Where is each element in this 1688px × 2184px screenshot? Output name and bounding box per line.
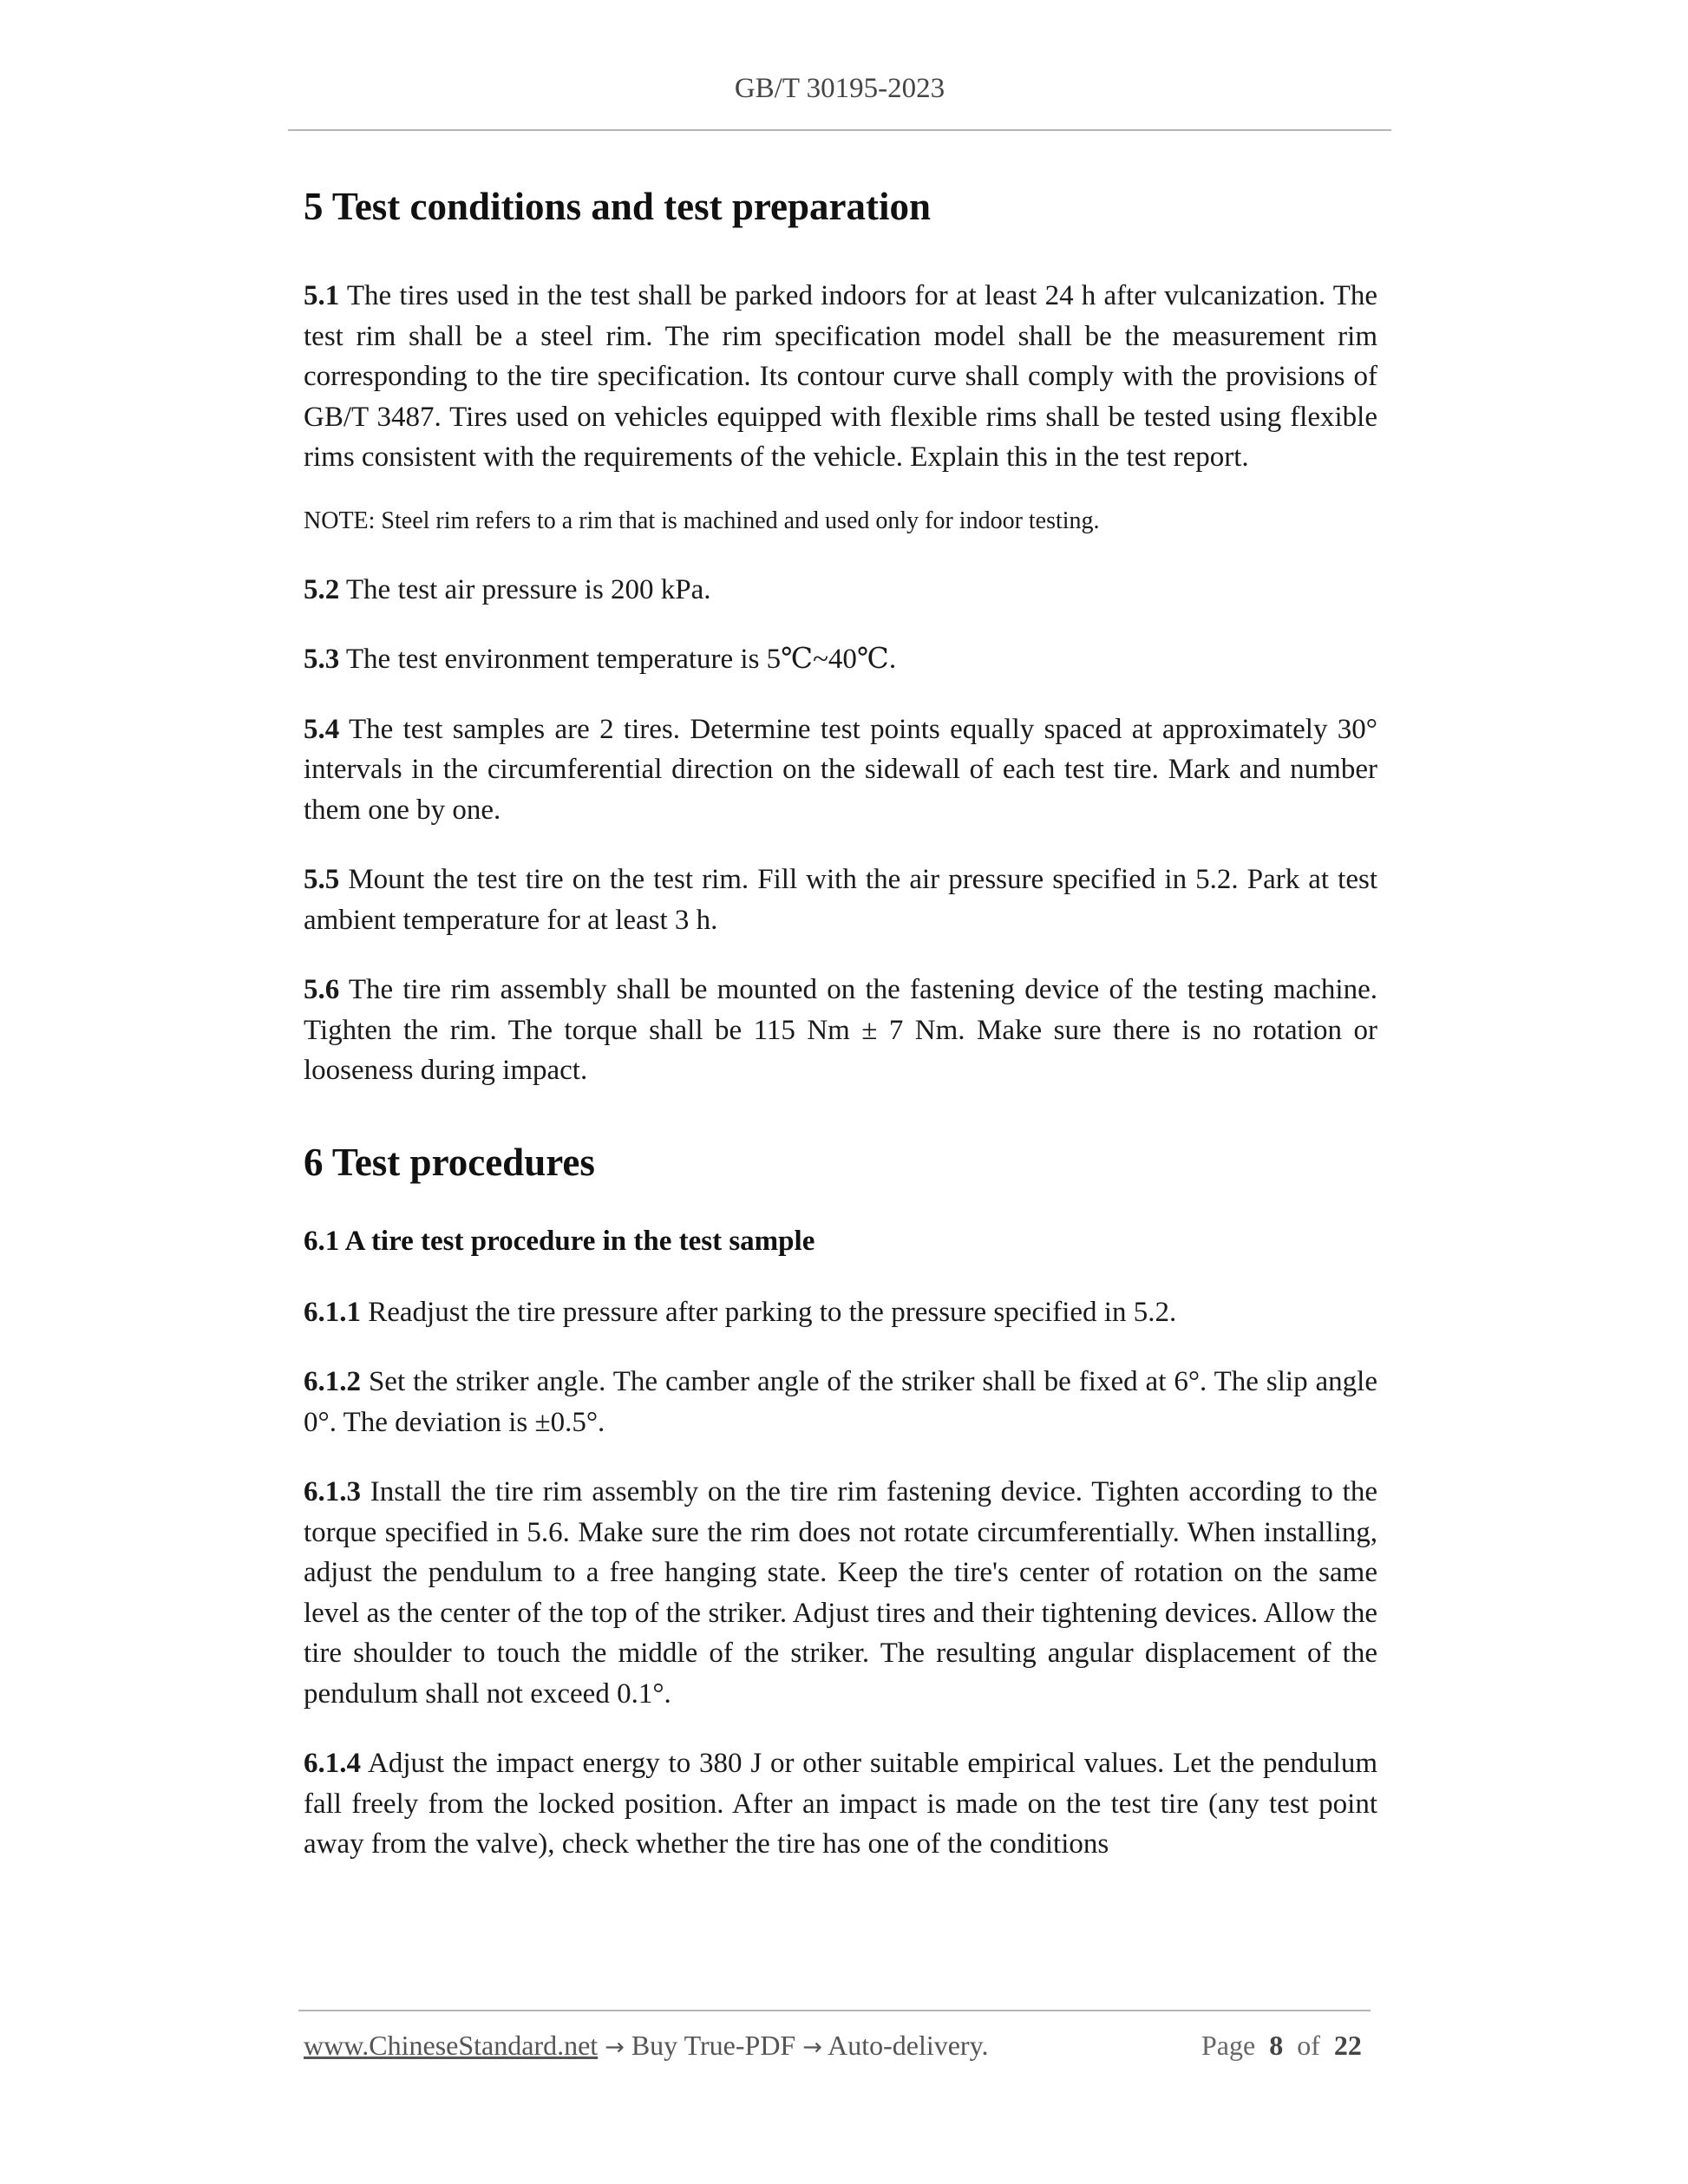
clause-number: 5.6: [304, 974, 340, 1005]
clause-6-1-1: [304, 1292, 1377, 1333]
clause-5-5: [304, 860, 1377, 940]
document-id-header: GB/T 30195-2023: [734, 73, 945, 104]
clause-text: Mount the test tire on the test rim. Fill with the air pressure specified in 5.2. Park at test ambient temperature for at least 3 h.: [304, 864, 1377, 936]
clause-text: Readjust the tire pressure after parking to the pressure specified in 5.2.: [361, 1296, 1177, 1328]
clause-number: 6.1.3: [304, 1476, 361, 1507]
site-link[interactable]: www.ChineseStandard.net: [304, 2030, 599, 2061]
clause-text: The test samples are 2 tires. Determine test points equally spaced at approximately 30° intervals in the circumferential direction on the sidewall of each test tire. Mark and number them one by one.: [304, 713, 1377, 826]
clause-text: The tire rim assembly shall be mounted on the fastening device of the testing machine. Tighten the rim. The torque shall be 115 Nm ± 7 Nm. Make sure there is no rotation or looseness during impact.: [304, 974, 1377, 1086]
clause-text: The test air pressure is 200 kPa.: [339, 573, 711, 605]
arrow-right-icon: →: [605, 2034, 625, 2061]
clause-6-1-2: [304, 1362, 1377, 1442]
arrow-right-icon: →: [802, 2034, 822, 2061]
clause-text: The test environment temperature is 5℃~40℃.: [339, 644, 897, 675]
clause-number: 6.1.2: [304, 1366, 361, 1397]
of-label: of: [1297, 2030, 1320, 2061]
page-content: [304, 179, 1377, 1894]
clause-5-6: [304, 970, 1377, 1091]
footer-divider: [298, 2010, 1371, 2011]
buy-text: Buy True-PDF: [624, 2030, 803, 2061]
clause-6-1-3: [304, 1472, 1377, 1714]
clause-text: The tires used in the test shall be parked indoors for at least 24 h after vulcanization. The test rim shall be a steel rim. The rim specification model shall be the measurement rim corresponding to the tire specification. Its contour curve shall comply with the provisions of GB/T 3487. Tires used on vehicles equipped with flexible rims shall be tested using flexible rims consistent with the requirements of the vehicle. Explain this in the test report.: [304, 280, 1377, 473]
page-label: Page: [1201, 2030, 1256, 2061]
page-counter: [1201, 2030, 1362, 2062]
clause-5-4: [304, 709, 1377, 831]
clause-5-2: [304, 570, 1377, 611]
clause-number: 5.3: [304, 644, 340, 675]
delivery-text: Auto-delivery.: [821, 2030, 989, 2061]
header-divider: [288, 129, 1391, 131]
clause-number: 5.5: [304, 864, 340, 895]
clause-number: 5.4: [304, 713, 340, 745]
section-6-heading: 6 Test procedures: [304, 1140, 595, 1184]
section-5-heading: 5 Test conditions and test preparation: [304, 185, 932, 228]
clause-text: Install the tire rim assembly on the tire rim fastening device. Tighten according to the torque specified in 5.6. Make sure the rim does not rotate circumferentially. When installing, adjust the pendulum to a free hanging state. Keep the tire's center of rotation on the same level as the center of the top of the striker. Adjust tires and their tightening devices. Allow the tire shoulder to touch the middle of the striker. The resulting angular displacement of the pendulum shall not exceed 0.1°.: [304, 1476, 1377, 1710]
clause-number: 6.1.1: [304, 1296, 361, 1328]
clause-5-3: [304, 639, 1377, 680]
page-number: 8: [1269, 2030, 1284, 2061]
clause-6-1-4: [304, 1743, 1377, 1865]
note-text: NOTE: Steel rim refers to a rim that is machined and used only for indoor testing.: [304, 507, 1100, 534]
clause-5-1: [304, 276, 1377, 478]
clause-number: 5.1: [304, 280, 340, 311]
clause-number: 5.2: [304, 573, 340, 605]
footer-promo: [304, 2030, 989, 2062]
subsection-6-1-heading: 6.1 A tire test procedure in the test sample: [304, 1225, 815, 1257]
clause-text: Adjust the impact energy to 380 J or other suitable empirical values. Let the pendulum fall freely from the locked position. After an impact is made on the test tire (any test point away from the valve), check whether the tire has one of the conditions: [304, 1748, 1377, 1860]
clause-number: 6.1.4: [304, 1748, 361, 1779]
page-total: 22: [1333, 2030, 1362, 2061]
clause-text: Set the striker angle. The camber angle of the striker shall be fixed at 6°. The slip angle 0°. The deviation is ±0.5°.: [304, 1366, 1377, 1438]
